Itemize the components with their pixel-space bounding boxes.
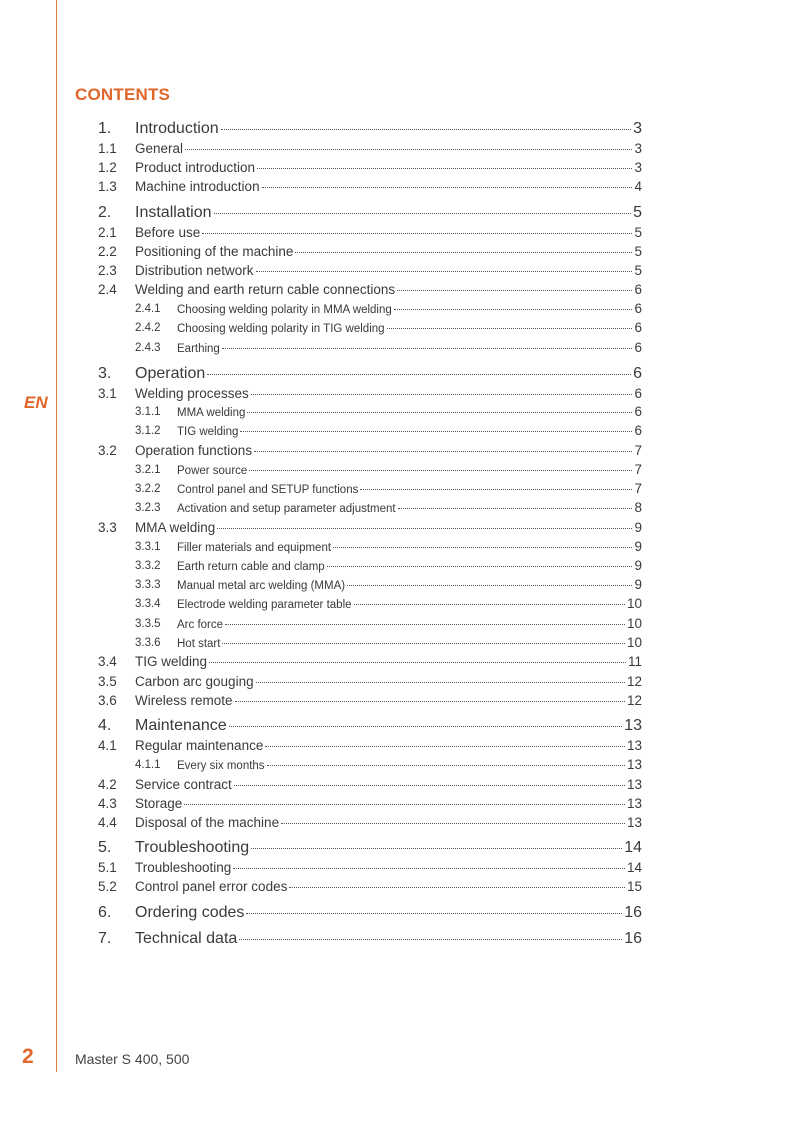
toc-entry-title: Welding processes	[135, 386, 249, 401]
dot-leader	[239, 939, 622, 940]
toc-entry-page: 13	[626, 796, 642, 811]
toc-entry-row	[135, 814, 642, 831]
toc-entry-number: 2.2	[98, 244, 117, 259]
toc-entry-title: Distribution network	[135, 263, 254, 278]
toc-entry-page: 5	[634, 244, 642, 259]
toc-entry-title: Carbon arc gouging	[135, 674, 254, 689]
toc-entry-row	[135, 224, 642, 241]
toc-entry-number: 3.5	[98, 674, 117, 689]
dot-leader	[398, 508, 633, 509]
dot-leader	[229, 726, 623, 727]
toc-entry-page: 10	[626, 616, 642, 631]
toc-entry-title: Control panel error codes	[135, 879, 288, 894]
toc-entry-title: Activation and setup parameter adjustment	[177, 503, 396, 515]
toc-entry-title: Troubleshooting	[135, 860, 232, 875]
toc-entry-row	[177, 539, 642, 556]
toc-entry-page: 7	[634, 462, 642, 477]
toc-entry-title: Introduction	[135, 120, 219, 137]
toc-entry-number: 5.	[98, 839, 112, 856]
dot-leader	[397, 290, 632, 291]
dot-leader	[360, 489, 632, 490]
dot-leader	[222, 643, 625, 644]
toc-entry-title: Wireless remote	[135, 693, 233, 708]
toc-entry-title: Product introduction	[135, 160, 256, 175]
toc-entry-row	[177, 757, 642, 774]
dot-leader	[354, 604, 625, 605]
toc-entry-row	[177, 462, 642, 479]
toc-entry-row	[135, 776, 642, 793]
toc-entry-page: 14	[626, 860, 642, 875]
toc-entry-number: 1.1	[98, 141, 117, 156]
toc-entry-number: 3.	[98, 365, 112, 382]
dot-leader	[254, 451, 632, 452]
toc-entry-row	[177, 577, 642, 594]
dot-leader	[185, 149, 632, 150]
dot-leader	[247, 412, 632, 413]
toc-entry-title: Storage	[135, 796, 183, 811]
toc-entry-title: Choosing welding polarity in MMA welding	[177, 304, 392, 316]
dot-leader	[225, 624, 625, 625]
toc-entry-number: 3.3.3	[135, 579, 161, 591]
toc-entry-page: 5	[634, 263, 642, 278]
dot-leader	[234, 785, 625, 786]
dot-leader	[256, 271, 633, 272]
toc-entry-number: 4.2	[98, 777, 117, 792]
toc-entry-title: Technical data	[135, 930, 238, 947]
toc-entry-row	[135, 838, 642, 858]
dot-leader	[281, 823, 625, 824]
toc-entry-title: Arc force	[177, 619, 224, 631]
toc-entry-row	[135, 385, 642, 402]
toc-entry-row	[177, 301, 642, 318]
toc-entry-number: 3.6	[98, 693, 117, 708]
dot-leader	[249, 470, 632, 471]
toc-entry-page: 13	[626, 738, 642, 753]
toc-entry-number: 3.3.2	[135, 560, 161, 572]
toc-entry-page: 5	[634, 225, 642, 240]
toc-entry-title: General	[135, 141, 184, 156]
toc-entry-row	[135, 203, 642, 223]
toc-entry-row	[177, 423, 642, 440]
toc-entry-number: 4.1.1	[135, 759, 161, 771]
toc-entry-page: 6	[634, 423, 642, 438]
dot-leader	[327, 566, 633, 567]
toc-entry-page: 13	[624, 717, 642, 734]
toc-entry-page: 7	[634, 443, 642, 458]
toc-entry-row	[177, 340, 642, 357]
toc-entry-row	[177, 558, 642, 575]
dot-leader	[246, 913, 622, 914]
toc-entry-row	[135, 159, 642, 176]
toc-entry-page: 12	[626, 693, 642, 708]
toc-entry-title: Manual metal arc welding (MMA)	[177, 580, 346, 592]
toc-entry-title: Troubleshooting	[135, 839, 250, 856]
toc-entry-number: 2.4.1	[135, 303, 161, 315]
toc-entry-number: 2.4	[98, 282, 117, 297]
toc-entry-page: 9	[634, 520, 642, 535]
toc-entry-title: Power source	[177, 465, 248, 477]
toc-entry-row	[135, 859, 642, 876]
toc-entry-number: 3.4	[98, 654, 117, 669]
toc-entry-row	[135, 119, 642, 139]
toc-entry-page: 9	[634, 539, 642, 554]
dot-leader	[251, 848, 622, 849]
toc-entry-number: 4.3	[98, 796, 117, 811]
toc-entry-page: 6	[634, 340, 642, 355]
toc-entry-row	[135, 262, 642, 279]
dot-leader	[221, 129, 631, 130]
toc-entry-number: 4.	[98, 717, 112, 734]
toc-entry-number: 3.1	[98, 386, 117, 401]
dot-leader	[240, 431, 632, 432]
dot-leader	[387, 328, 633, 329]
toc-entry-title: Installation	[135, 204, 212, 221]
toc-entry-number: 7.	[98, 930, 112, 947]
dot-leader	[267, 765, 625, 766]
toc-entry-row	[177, 635, 642, 652]
dot-leader	[184, 804, 625, 805]
dot-leader	[214, 213, 632, 214]
toc-entry-title: Choosing welding polarity in TIG welding	[177, 323, 385, 335]
toc-entry-number: 1.3	[98, 179, 117, 194]
toc-entry-page: 15	[626, 879, 642, 894]
toc-entry-title: Hot start	[177, 638, 221, 650]
toc-entry-title: Operation	[135, 365, 206, 382]
toc-entry-title: TIG welding	[135, 654, 208, 669]
toc-entry-page: 12	[626, 674, 642, 689]
dot-leader	[235, 701, 625, 702]
toc-entry-page: 6	[634, 282, 642, 297]
toc-entry-row	[135, 737, 642, 754]
toc-entry-title: Earth return cable and clamp	[177, 561, 325, 573]
toc-entry-number: 6.	[98, 904, 112, 921]
toc-entry-number: 3.2.2	[135, 483, 161, 495]
toc-entry-number: 3.2	[98, 443, 117, 458]
dot-leader	[256, 682, 625, 683]
toc-entry-page: 6	[634, 386, 642, 401]
toc-entry-page: 13	[626, 815, 642, 830]
toc-entry-row	[135, 243, 642, 260]
toc-entry-number: 2.3	[98, 263, 117, 278]
toc-entry-number: 3.3	[98, 520, 117, 535]
toc-entry-page: 6	[634, 320, 642, 335]
toc-entry-number: 3.2.3	[135, 502, 161, 514]
toc-entry-title: Ordering codes	[135, 904, 245, 921]
toc-entry-row	[135, 929, 642, 949]
toc-entry-number: 3.1.2	[135, 425, 161, 437]
dot-leader	[257, 168, 632, 169]
toc-entry-row	[135, 519, 642, 536]
dot-leader	[251, 394, 633, 395]
toc-entry-row	[135, 903, 642, 923]
toc-entry-title: Welding and earth return cable connections	[135, 282, 396, 297]
dot-leader	[207, 374, 631, 375]
toc-entry-row	[135, 673, 642, 690]
toc-entry-title: MMA welding	[135, 520, 216, 535]
toc-entry-row	[177, 616, 642, 633]
dot-leader	[217, 528, 632, 529]
toc-entry-number: 2.	[98, 204, 112, 221]
toc-entry-row	[177, 404, 642, 421]
toc-entry-title: Control panel and SETUP functions	[177, 484, 359, 496]
toc-entry-number: 3.3.4	[135, 598, 161, 610]
toc-entry-page: 11	[627, 654, 642, 669]
toc-entry-page: 13	[626, 757, 642, 772]
toc-entry-row	[177, 500, 642, 517]
toc-entry-title: Maintenance	[135, 717, 227, 734]
toc-entry-title: Electrode welding parameter table	[177, 599, 352, 611]
dot-leader	[333, 547, 632, 548]
toc-entry-row	[135, 178, 642, 195]
dot-leader	[394, 309, 633, 310]
toc-entry-row	[177, 320, 642, 337]
dot-leader	[295, 252, 632, 253]
dot-leader	[222, 348, 633, 349]
toc-entry-title: Disposal of the machine	[135, 815, 280, 830]
toc-entry-page: 7	[634, 481, 642, 496]
toc-entry-number: 3.2.1	[135, 464, 161, 476]
toc-entry-page: 16	[624, 904, 642, 921]
toc-entry-page: 16	[624, 930, 642, 947]
toc-entry-number: 3.3.1	[135, 541, 161, 553]
dot-leader	[265, 746, 625, 747]
toc-entry-number: 3.3.6	[135, 637, 161, 649]
toc-entry-title: Regular maintenance	[135, 738, 264, 753]
toc-entry-page: 6	[634, 301, 642, 316]
toc-entry-row	[135, 716, 642, 736]
dot-leader	[289, 887, 625, 888]
toc-entry-title: TIG welding	[177, 426, 239, 438]
toc-entry-page: 3	[634, 141, 642, 156]
toc-entry-number: 4.4	[98, 815, 117, 830]
toc-entry-number: 1.	[98, 120, 112, 137]
toc-entry-row	[135, 442, 642, 459]
toc-entry-row	[135, 692, 642, 709]
toc-entry-title: Earthing	[177, 343, 220, 355]
toc-entry-title: Machine introduction	[135, 179, 260, 194]
toc-entry-row	[135, 653, 642, 670]
toc-entry-page: 9	[634, 577, 642, 592]
toc-entry-page: 10	[626, 635, 642, 650]
toc-entry-number: 3.3.5	[135, 618, 161, 630]
dot-leader	[233, 868, 625, 869]
toc-entry-page: 5	[633, 204, 642, 221]
toc-entry-row	[135, 878, 642, 895]
toc-entry-title: Service contract	[135, 777, 232, 792]
toc-entry-page: 4	[634, 179, 642, 194]
toc-entry-page: 9	[634, 558, 642, 573]
toc-entry-number: 5.1	[98, 860, 117, 875]
toc-entry-page: 8	[634, 500, 642, 515]
toc-entry-page: 6	[633, 365, 642, 382]
toc-entry-number: 2.1	[98, 225, 117, 240]
toc-entry-number: 4.1	[98, 738, 117, 753]
toc-entry-title: Positioning of the machine	[135, 244, 294, 259]
toc-entry-number: 2.4.2	[135, 322, 161, 334]
toc-entry-page: 14	[624, 839, 642, 856]
language-tab: EN	[24, 393, 48, 412]
toc-entry-page: 3	[633, 120, 642, 137]
toc-entry-row	[135, 281, 642, 298]
toc-entry-row	[135, 364, 642, 384]
toc-entry-row	[135, 140, 642, 157]
toc-entry-title: Operation functions	[135, 443, 253, 458]
toc-entry-number: 5.2	[98, 879, 117, 894]
toc-entry-row	[177, 481, 642, 498]
toc-entry-page: 13	[626, 777, 642, 792]
contents-heading: CONTENTS	[75, 85, 171, 104]
toc-entry-page: 10	[626, 596, 642, 611]
toc-entry-number: 2.4.3	[135, 342, 161, 354]
footer-page-number: 2	[22, 1045, 34, 1068]
dot-leader	[209, 662, 626, 663]
dot-leader	[347, 585, 632, 586]
toc-entry-title: Filler materials and equipment	[177, 542, 332, 554]
toc-entry-row	[177, 596, 642, 613]
footer-document-title: Master S 400, 500	[75, 1051, 190, 1067]
toc-entry-number: 3.1.1	[135, 406, 161, 418]
dot-leader	[262, 187, 633, 188]
toc-entry-page: 3	[634, 160, 642, 175]
dot-leader	[202, 233, 632, 234]
toc-entry-title: Before use	[135, 225, 201, 240]
toc-entry-title: MMA welding	[177, 407, 246, 419]
toc-entry-number: 1.2	[98, 160, 117, 175]
toc-entry-title: Every six months	[177, 760, 265, 772]
toc-entry-row	[135, 795, 642, 812]
toc-entry-page: 6	[634, 404, 642, 419]
